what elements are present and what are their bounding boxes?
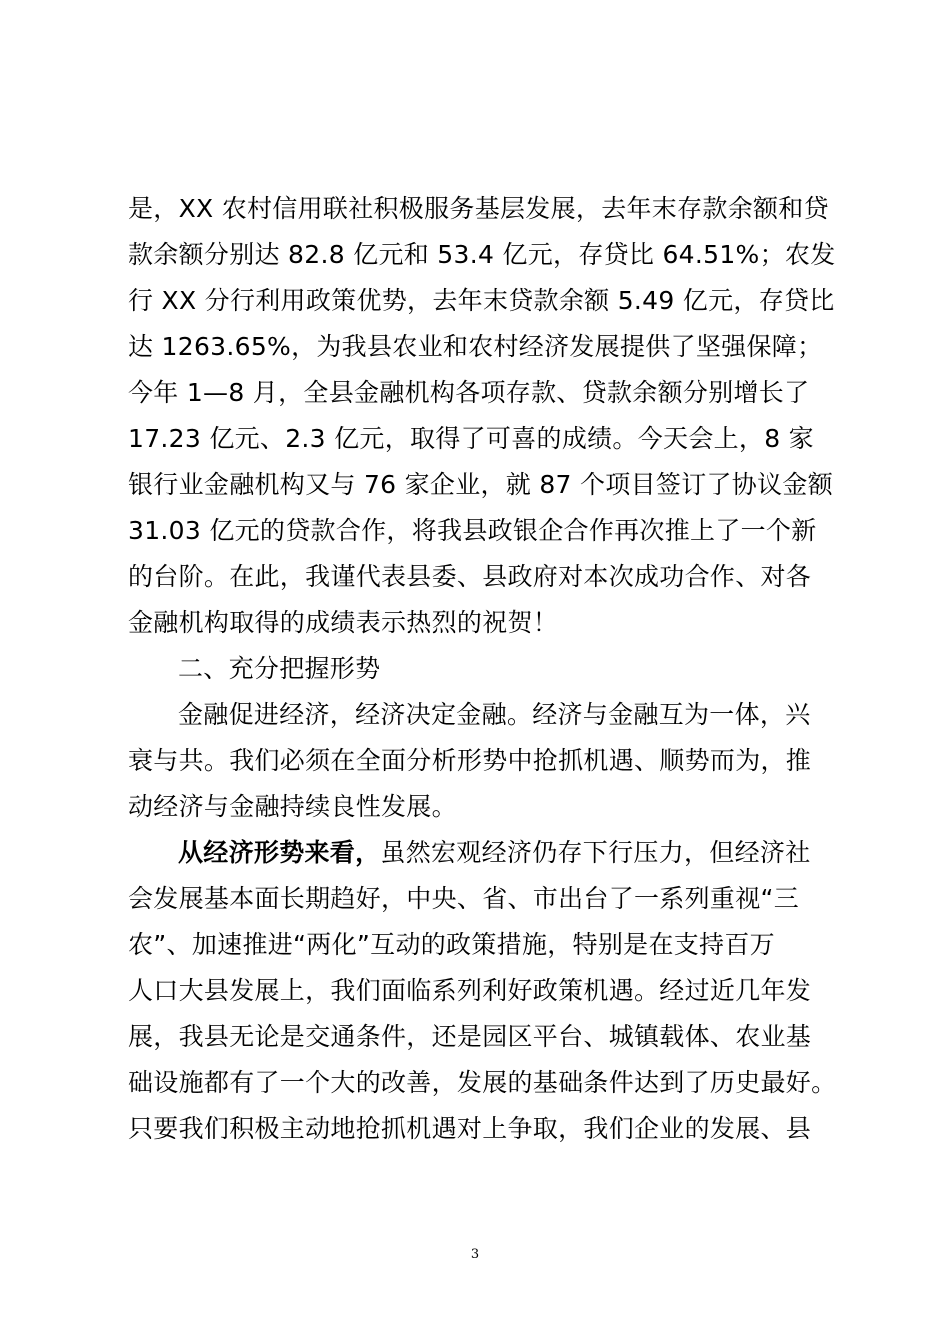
text-line: 是，XX 农村信用联社积极服务基层发展，去年末存款余额和贷 xyxy=(128,194,829,223)
text-line: 达 1263.65%，为我县农业和农村经济发展提供了坚强保障； xyxy=(128,332,823,361)
text-line: 款余额分别达 82.8 亿元和 53.4 亿元，存贷比 64.51%；农发 xyxy=(128,240,836,269)
text-line: 行 XX 分行利用政策优势，去年末贷款余额 5.49 亿元，存贷比 xyxy=(128,286,835,315)
text-line: 金融促进经济，经济决定金融。经济与金融互为一体，兴 xyxy=(178,700,811,729)
text-line: 金融机构取得的成绩表示热烈的祝贺！ xyxy=(128,608,559,637)
text-line: 今年 1—8 月，全县金融机构各项存款、贷款余额分别增长了 xyxy=(128,378,810,407)
text-line: 的台阶。在此，我谨代表县委、县政府对本次成功合作、对各 xyxy=(128,562,812,591)
body-text xyxy=(128,186,838,1152)
text-line: 动经济与金融持续良性发展。 xyxy=(128,792,457,821)
text-line: 农”、加速推进“两化”互动的政策措施，特别是在支持百万 xyxy=(128,930,775,959)
paragraph-lead-bold: 从经济形势来看， xyxy=(178,838,381,867)
paragraph-first-line-text: 虽然宏观经济仍存下行压力，但经济社 xyxy=(380,838,811,867)
text-line: 会发展基本面长期趋好，中央、省、市出台了一系列重视“三 xyxy=(128,884,800,913)
text-line: 展，我县无论是交通条件，还是园区平台、城镇载体、农业基 xyxy=(128,1022,812,1051)
page-number: 3 xyxy=(470,1247,480,1262)
text-line: 17.23 亿元、2.3 亿元，取得了可喜的成绩。今天会上，8 家 xyxy=(128,424,814,453)
text-line: 只要我们积极主动地抢抓机遇对上争取，我们企业的发展、县 xyxy=(128,1114,812,1143)
text-line: 衰与共。我们必须在全面分析形势中抢抓机遇、顺势而为，推 xyxy=(128,746,812,775)
text-line xyxy=(128,830,838,876)
text-line: 31.03 亿元的贷款合作，将我县政银企合作再次推上了一个新 xyxy=(128,516,817,545)
text-line: 础设施都有了一个大的改善，发展的基础条件达到了历史最好。 xyxy=(128,1068,837,1097)
section-heading: 二、充分把握形势 xyxy=(178,654,381,683)
text-line: 人口大县发展上，我们面临系列利好政策机遇。经过近几年发 xyxy=(128,976,812,1005)
text-line: 银行业金融机构又与 76 家企业，就 87 个项目签订了协议金额 xyxy=(128,470,834,499)
